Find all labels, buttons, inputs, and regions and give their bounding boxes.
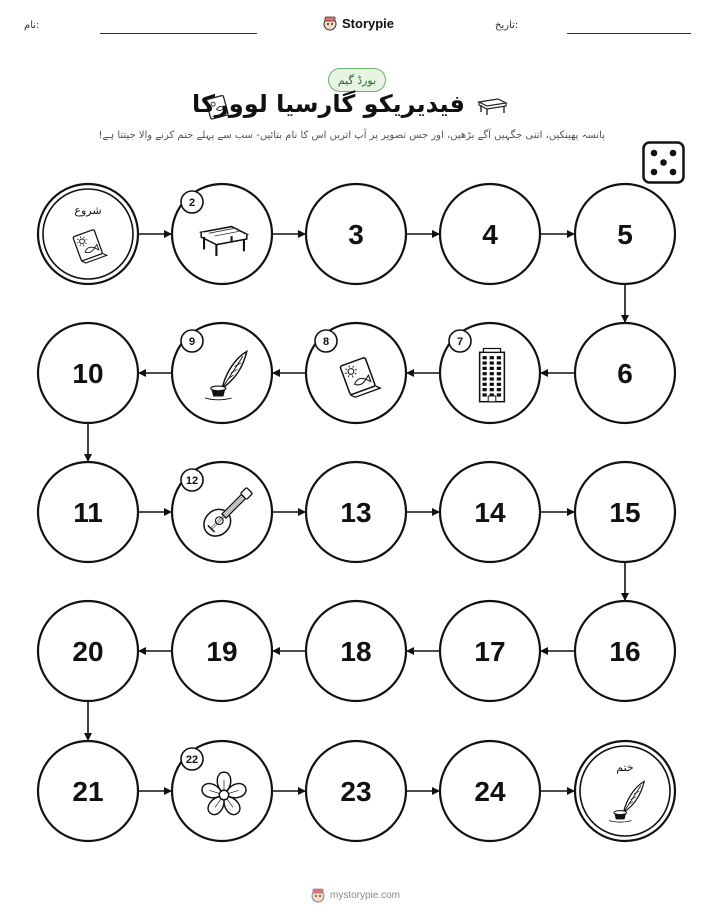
- cell-number: 16: [609, 636, 641, 667]
- board-cell-11[interactable]: [38, 462, 138, 562]
- board-cell-12[interactable]: [172, 462, 272, 562]
- building-icon: [480, 349, 505, 402]
- badge-number: 7: [456, 336, 464, 348]
- board-cell-13[interactable]: [306, 462, 406, 562]
- board-cell-17[interactable]: [440, 601, 540, 701]
- cell-number: 5: [617, 219, 633, 250]
- board-cell-22[interactable]: [172, 741, 272, 841]
- cell-number: 10: [72, 358, 104, 389]
- board-cell-3[interactable]: [306, 184, 406, 284]
- badge-number: 22: [185, 754, 199, 766]
- cell-number: 24: [474, 776, 506, 807]
- cell-number: 19: [206, 636, 238, 667]
- cell-number-badge: [181, 330, 203, 352]
- footer: [310, 885, 400, 905]
- board-cell-15[interactable]: [575, 462, 675, 562]
- board-cell-10[interactable]: [38, 323, 138, 423]
- instructions: پانسہ پھینکیں، اتنی جگہیں آگے بڑھیں، اور جس تصویر پر آپ اتریں اس کا نام بتائیں- سب سے پہلے ختم کرنے والا جیتتا ہے!: [98, 130, 605, 141]
- page-title: فیدیریکو گارسیا لوورکا: [192, 90, 465, 118]
- board-cell-24[interactable]: [440, 741, 540, 841]
- cell-number: 14: [474, 497, 506, 528]
- cell-number-badge: [181, 748, 203, 770]
- badge-number: 9: [188, 336, 196, 348]
- cell-number: 18: [340, 636, 372, 667]
- start-label: شروع: [74, 204, 102, 217]
- date-label: تاریخ:: [495, 20, 519, 31]
- board-cell-19[interactable]: [172, 601, 272, 701]
- board-cell-7[interactable]: [440, 323, 540, 423]
- badge-number: 8: [322, 336, 330, 348]
- board-cell-6[interactable]: [575, 323, 675, 423]
- name-label: نام:: [24, 20, 40, 31]
- board-cell-1[interactable]: [38, 184, 138, 284]
- board-cell-23[interactable]: [306, 741, 406, 841]
- cell-number: 4: [482, 219, 498, 250]
- board-game-tag: بورڈ گیم: [328, 68, 386, 92]
- cell-number-badge: [315, 330, 337, 352]
- badge-number: 2: [188, 197, 196, 209]
- cell-number: 3: [348, 219, 364, 250]
- brand-name: Storypie: [342, 15, 395, 31]
- cell-number: 20: [72, 636, 104, 667]
- board-cell-16[interactable]: [575, 601, 675, 701]
- footer-site: mystorypie.com: [330, 889, 401, 901]
- board-cell-14[interactable]: [440, 462, 540, 562]
- cell-number: 6: [617, 358, 633, 389]
- board-cell-21[interactable]: [38, 741, 138, 841]
- board-cell-20[interactable]: [38, 601, 138, 701]
- cell-number: 15: [609, 497, 641, 528]
- board-cell-4[interactable]: [440, 184, 540, 284]
- cell-number: 17: [474, 636, 506, 667]
- cell-number: 11: [73, 497, 103, 528]
- board-cell-2[interactable]: [172, 184, 272, 284]
- cell-circle: [575, 741, 675, 841]
- cell-number: 13: [340, 497, 372, 528]
- board-cell-9[interactable]: [172, 323, 272, 423]
- cell-number-badge: [181, 469, 203, 491]
- board-cell-5[interactable]: [575, 184, 675, 284]
- mascot-icon: [310, 887, 326, 903]
- cell-number-badge: [449, 330, 471, 352]
- cell-number-badge: [181, 191, 203, 213]
- finish-label: ختم: [616, 761, 634, 774]
- board-cell-18[interactable]: [306, 601, 406, 701]
- board-cell-8[interactable]: [306, 323, 406, 423]
- board-cell-25[interactable]: [575, 741, 675, 841]
- cell-number: 23: [340, 776, 372, 807]
- cell-number: 21: [72, 776, 104, 807]
- badge-number: 12: [185, 475, 199, 487]
